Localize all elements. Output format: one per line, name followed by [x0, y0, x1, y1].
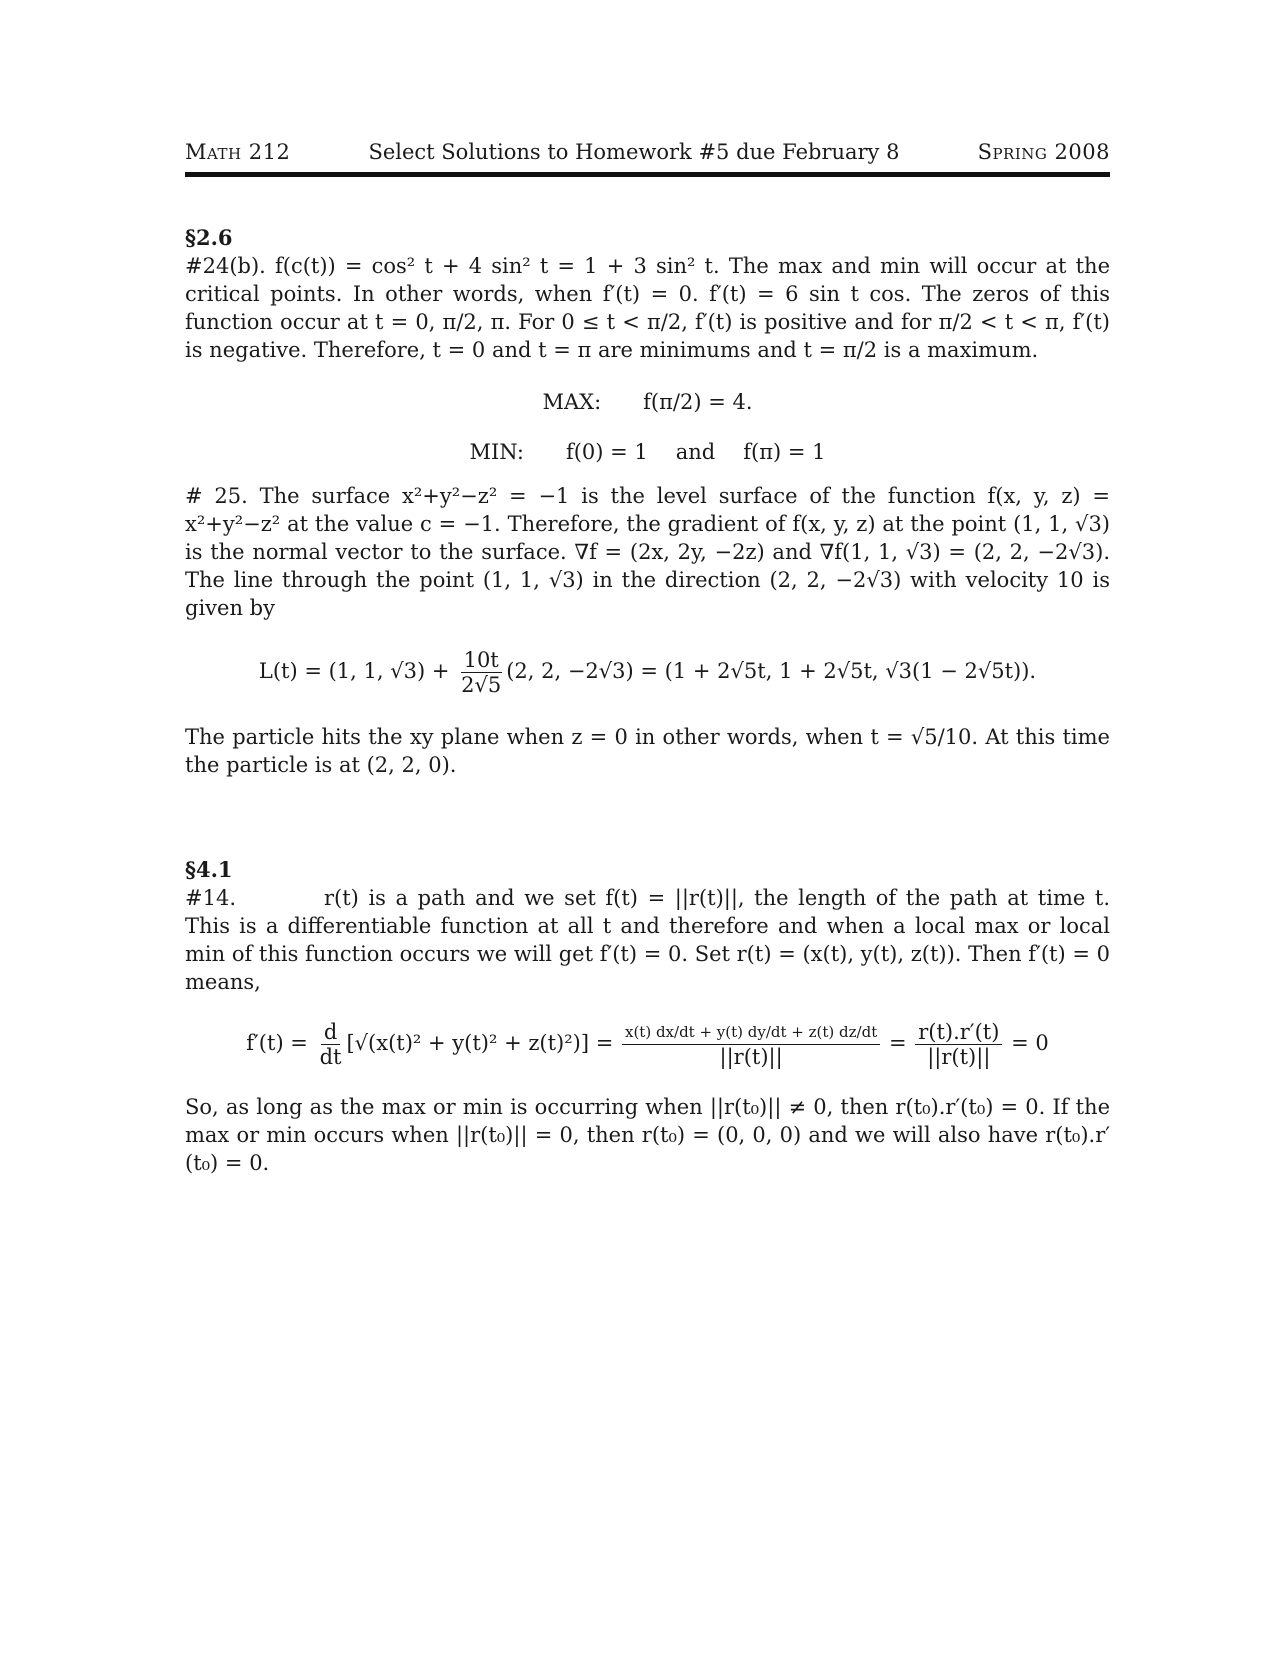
fp-end: = 0	[1011, 1031, 1049, 1055]
dot-product-fraction	[915, 1020, 1002, 1069]
derivative-equation	[185, 1020, 1110, 1069]
problem-25-text: # 25. The surface x²+y²−z² = −1 is the level surface of the function f(x, y, z) = x²+y²−z² at the value c = −1. Therefore, the gradient of f(x, y, z) at the point (1, 1, √3) is the normal vector to the surface. ∇f = (2x, 2y, −2z) and ∇f(1, 1, √3) = (2, 2, −2√3). The line through the point (1, 1, √3) in the direction (2, 2, −2√3) with velocity 10 is given by	[185, 484, 1110, 620]
section-heading-2-6: §2.6	[185, 225, 233, 250]
chain-rule-fraction	[622, 1020, 880, 1069]
problem-24b-text: #24(b). f(c(t)) = cos² t + 4 sin² t = 1 + 3 sin² t. The max and min will occur at the critical points. In other words, when f′(t) = 0. f′(t) = 6 sin t cos. The zeros of this function occur at t = 0, π/2, π. For 0 ≤ t < π/2, f′(t) is positive and for π/2 < t < π, f′(t) is negative. Therefore, t = 0 and t = π are minimums and t = π/2 is a maximum.	[185, 254, 1110, 362]
dot-numerator: r(t).r′(t)	[915, 1020, 1002, 1045]
document-title: Select Solutions to Homework #5 due February 8	[368, 140, 900, 164]
d-numerator: d	[321, 1020, 340, 1045]
term-label: Spring 2008	[977, 140, 1110, 164]
dot-denominator: ||r(t)||	[927, 1045, 991, 1069]
max-equation	[185, 388, 1110, 416]
min-equation	[185, 438, 1110, 466]
line-eq-left: L(t) = (1, 1, √3) +	[258, 659, 450, 683]
min-label: MIN:	[469, 440, 524, 464]
page-header	[185, 140, 1110, 177]
fp-equals: =	[888, 1031, 907, 1055]
fp-left: f′(t) =	[246, 1031, 308, 1055]
min-value-1: f(0) = 1	[565, 440, 648, 464]
section-heading-4-1: §4.1	[185, 857, 233, 882]
min-value-2: f(π) = 1	[743, 440, 826, 464]
line-eq-numerator: 10t	[461, 648, 502, 673]
min-and: and	[675, 440, 716, 464]
line-equation	[185, 648, 1110, 697]
max-value: f(π/2) = 4.	[643, 390, 753, 414]
problem-14-body: r(t) is a path and we set f(t) = ||r(t)||, the length of the path at time t. This is a differentiable function at all t and therefore and when a local max or local min of this function occurs we will get f′(t) = 0. Set r(t) = (x(t), y(t), z(t)). Then f′(t) = 0 means,	[185, 886, 1110, 994]
line-eq-right: (2, 2, −2√3) = (1 + 2√5t, 1 + 2√5t, √3(1 − 2√5t)).	[506, 659, 1037, 683]
course-name: Math 212	[185, 140, 291, 164]
problem-14-text	[185, 884, 1110, 996]
fp-bracket: [√(x(t)² + y(t)² + z(t)²)] =	[346, 1031, 614, 1055]
d-dt-fraction	[317, 1020, 345, 1069]
max-label: MAX:	[542, 390, 602, 414]
dt-denominator: dt	[319, 1045, 342, 1069]
problem-14-conclusion: So, as long as the max or min is occurring when ||r(t₀)|| ≠ 0, then r(t₀).r′(t₀) = 0. If the max or min occurs when ||r(t₀)|| = 0, then r(t₀) = (0, 0, 0) and we will also have r(t₀).r′(t₀) = 0.	[185, 1095, 1110, 1175]
line-eq-denominator: 2√5	[461, 673, 502, 697]
problem-14-label: #14.	[185, 886, 236, 910]
page	[185, 140, 1110, 1177]
problem-25-conclusion: The particle hits the xy plane when z = 0 in other words, when t = √5/10. At this time the particle is at (2, 2, 0).	[185, 725, 1110, 777]
chain-numerator: x(t) dx/dt + y(t) dy/dt + z(t) dz/dt	[622, 1020, 880, 1045]
chain-denominator: ||r(t)||	[719, 1045, 783, 1069]
line-eq-fraction	[458, 648, 504, 697]
